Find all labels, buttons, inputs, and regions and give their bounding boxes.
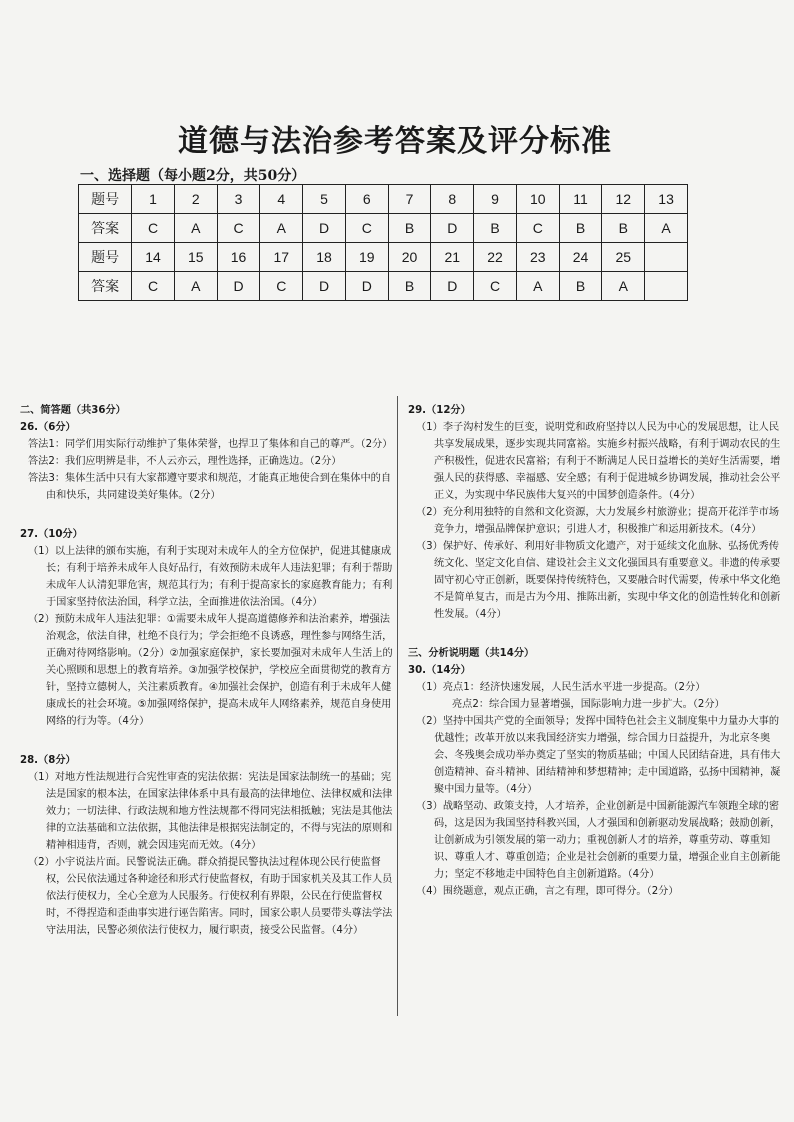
answer-paragraph: （3）战略坚动、政策支持，人才培养，企业创新是中国新能源汽车领跑全球的密码，这是因为我国坚持科教兴国，人才强国和创新驱动发展战略；鼓励创新，让创新成为引领发展的第一动力；重视创新人才的培养，尊重劳动、尊重知识、尊重人才、尊重创造；企业是社会创新的重要力量，增强企业自主创新能力；坚定不移地走中国特色自主创新道路。（4分） — [416, 801, 781, 880]
table-cell: C — [260, 272, 303, 301]
table-cell: 22 — [474, 243, 517, 272]
table-cell: C — [132, 272, 175, 301]
table-cell: 12 — [602, 185, 645, 214]
answer-paragraph: （1）对地方性法规进行合宪性审查的宪法依据：宪法是国家法制统一的基础；宪法是国家的根本法，在国家法律体系中具有最高的法律地位、法律权威和法律效力；一切法律、行政法规和地方性法规都不得同宪法相抵触；宪法是其他法律的立法基础和立法依据，其他法律是根据宪法制定的，不得与宪法的原则和精神相违背，否则，就会因违宪而无效。（4分） — [28, 772, 393, 851]
question-29-heading: 29.（12分） — [408, 405, 471, 416]
section-heading-short-answer: 二、简答题（共36分） — [20, 405, 126, 416]
table-cell: 9 — [474, 185, 517, 214]
table-cell: 5 — [303, 185, 346, 214]
answer-paragraph: （2）小宇说法片面。民警说法正确。群众捎提民警执法过程体现公民行使监督权，公民依法通过各种途径和形式行使监督权，有助于国家机关及其工作人员依法行使权力，全心全意为人民服务。行使权利有界限，公民在行使监督权时，不得捏造和歪曲事实进行诬告陷害。同时，国家公职人员要带头尊法学法守法用法，民警必须依法行使权力，履行职责，接受公民监督。（4分） — [28, 857, 393, 936]
table-cell: 6 — [345, 185, 388, 214]
section-heading-analysis: 三、分析说明题（共14分） — [408, 648, 535, 659]
table-cell — [645, 243, 688, 272]
table-cell: 20 — [388, 243, 431, 272]
table-cell: B — [388, 272, 431, 301]
table-cell: B — [559, 272, 602, 301]
table-cell: A — [260, 214, 303, 243]
table-cell: 18 — [303, 243, 346, 272]
answer-paragraph: （4）围绕题意，观点正确，言之有理，即可得分。（2分） — [416, 886, 679, 897]
table-cell: 答案 — [79, 272, 132, 301]
answer-paragraph: （1）以上法律的颁布实施，有利于实现对未成年人的全方位保护，促进其健康成长；有利于培养未成年人良好品行，有效预防未成年人违法犯罪；有利于帮助未成年人认清犯罪危害，规范其行为；有利于提高家长的家庭教育能力；有利于国家坚持依法治国，科学立法，全面推进依法治国。（4分） — [28, 546, 393, 608]
answer-paragraph: 答法2：我们应明辨是非，不人云亦云，理性选择，正确选边。（2分） — [28, 456, 342, 467]
table-cell: 21 — [431, 243, 474, 272]
section-heading-choice: 一、选择题（每小题2分，共50分） — [80, 168, 306, 184]
table-cell: 题号 — [79, 185, 132, 214]
table-row — [79, 272, 688, 301]
table-cell: 13 — [645, 185, 688, 214]
table-cell: B — [602, 214, 645, 243]
table-cell: 7 — [388, 185, 431, 214]
page-title: 道德与法治参考答案及评分标准 — [178, 124, 612, 159]
question-26-heading: 26.（6分） — [20, 422, 76, 433]
table-cell: C — [474, 272, 517, 301]
answer-paragraph: （2）充分利用独特的自然和文化资源，大力发展乡村旅游业；提高开花洋芋市场竞争力，增强品牌保护意识；引进人才，积极推广和运用新技术。（4分） — [416, 507, 780, 535]
table-cell: A — [645, 214, 688, 243]
answer-table — [78, 184, 688, 301]
table-cell: 23 — [516, 243, 559, 272]
table-cell: 8 — [431, 185, 474, 214]
table-cell: A — [516, 272, 559, 301]
table-cell: D — [217, 272, 260, 301]
table-cell: D — [345, 272, 388, 301]
table-cell: B — [388, 214, 431, 243]
answer-paragraph: 答法3：集体生活中只有大家都遵守要求和规范，才能真正地使合到在集体中的自由和快乐，共同建设美好集体。（2分） — [28, 473, 392, 501]
table-cell: 19 — [345, 243, 388, 272]
table-cell: 10 — [516, 185, 559, 214]
table-cell: 25 — [602, 243, 645, 272]
table-cell: A — [602, 272, 645, 301]
table-cell: C — [516, 214, 559, 243]
answer-paragraph: （2）坚持中国共产党的全面领导；发挥中国特色社会主义制度集中力量办大事的优越性；改革开放以来我国经济实力增强，综合国力日益提升，为北京冬奥会、冬残奥会成功举办奠定了坚实的物质基础；中国人民团结奋进，具有伟大创造精神、奋斗精神、团结精神和梦想精神；走中国道路，弘扬中国精神，凝聚中国力量等。（4分） — [416, 716, 781, 795]
table-cell: 2 — [174, 185, 217, 214]
table-cell: 4 — [260, 185, 303, 214]
question-28-heading: 28.（8分） — [20, 755, 76, 766]
table-cell: B — [474, 214, 517, 243]
answer-paragraph: 答法1：同学们用实际行动维护了集体荣誉，也捍卫了集体和自己的尊严。（2分） — [28, 439, 393, 450]
answer-paragraph: （1）李子沟村发生的巨变，说明党和政府坚持以人民为中心的发展思想，让人民共享发展成果，逐步实现共同富裕。实施乡村振兴战略，有利于调动农民的生产积极性，促进农民富裕；有利于不断满足人民日益增长的美好生活需要，增强人民的获得感、幸福感、安全感；有利于促进城乡协调发展，推动社会公平正义，为实现中华民族伟大复兴的中国梦创造条件。（4分） — [416, 422, 781, 501]
answer-paragraph: （1）亮点1：经济快速发展，人民生活水平进一步提高。（2分） — [416, 682, 706, 693]
table-cell — [645, 272, 688, 301]
table-cell: D — [303, 272, 346, 301]
table-cell: A — [174, 272, 217, 301]
table-row — [79, 185, 688, 214]
table-cell: D — [431, 272, 474, 301]
table-cell: 24 — [559, 243, 602, 272]
table-row — [79, 243, 688, 272]
answer-paragraph: 亮点2：综合国力显著增强，国际影响力进一步扩大。（2分） — [452, 699, 725, 710]
table-cell: 14 — [132, 243, 175, 272]
left-column — [20, 402, 395, 939]
table-cell: 1 — [132, 185, 175, 214]
question-27-heading: 27.（10分） — [20, 529, 83, 540]
table-cell: D — [303, 214, 346, 243]
table-cell: A — [174, 214, 217, 243]
table-cell: 答案 — [79, 214, 132, 243]
table-cell: C — [345, 214, 388, 243]
table-cell: 题号 — [79, 243, 132, 272]
table-cell: 11 — [559, 185, 602, 214]
table-row — [79, 214, 688, 243]
table-cell: C — [217, 214, 260, 243]
answer-paragraph: （2）预防未成年人违法犯罪：①需要未成年人提高道德修养和法治素养，增强法治观念，依法自律，杜绝不良行为；学会拒绝不良诱惑，理性参与网络生活，正确对待网络影响。（2分）②加强家庭保护，家长要加强对未成年人生活上的关心照顾和思想上的教育培养。③加强学校保护，学校应全面贯彻党的教育方针，坚持立德树人，关注素质教育。④加强社会保护，创造有利于未成年人健康成长的社会环境。⑤加强网络保护，提高未成年人网络素养，规范自身使用网络的行为等。（4分） — [28, 614, 393, 727]
column-divider — [397, 396, 398, 1016]
table-cell: 16 — [217, 243, 260, 272]
question-30-heading: 30.（14分） — [408, 665, 471, 676]
right-column — [408, 402, 788, 900]
table-cell: B — [559, 214, 602, 243]
table-cell: D — [431, 214, 474, 243]
table-cell: 17 — [260, 243, 303, 272]
table-cell: 15 — [174, 243, 217, 272]
answer-paragraph: （3）保护好、传承好、利用好非物质文化遗产，对于延续文化血脉、弘扬优秀传统文化、坚定文化自信、建设社会主义文化强国具有重要意义。非遗的传承要固守初心守正创新，既要保持传统特色，又要融合时代需要，传承中华文化绝不是简单复古，而是古为今用、推陈出新，实现中华文化的创造性转化和创新性发展。（4分） — [416, 541, 781, 620]
table-cell: 3 — [217, 185, 260, 214]
table-cell: C — [132, 214, 175, 243]
